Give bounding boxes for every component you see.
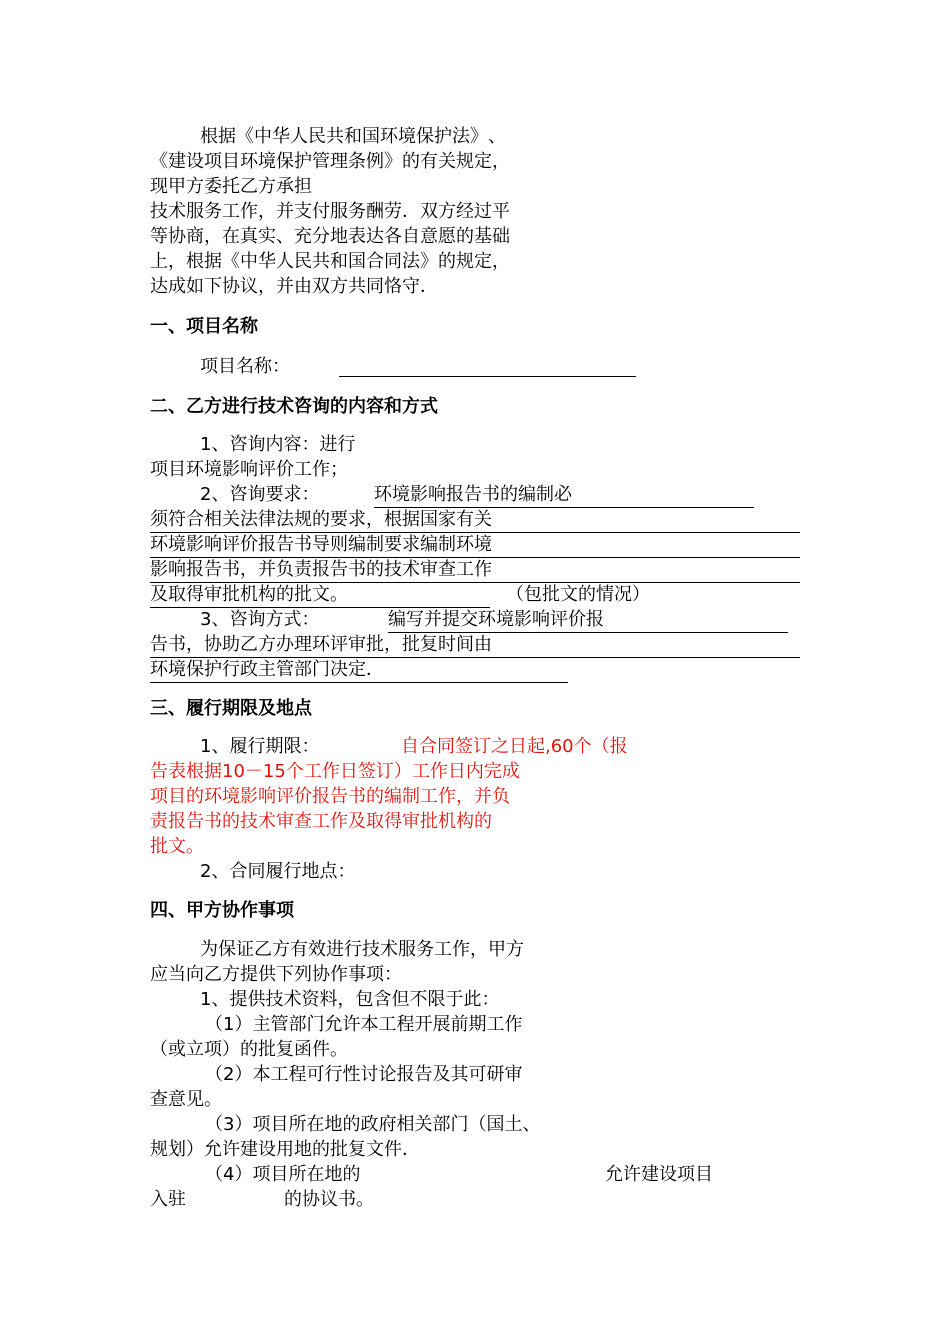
s3-item1-line2: 告表根据10－15个工作日签订）工作日内完成	[150, 761, 520, 782]
s2-item3-line2: 告书，协助乙方办理环评审批，批复时间由	[150, 632, 800, 657]
s4-sub2-line2: 查意见。	[150, 1089, 222, 1110]
s3-item1-line1: 1、履行期限： 自合同签订之日起,60个（报	[200, 736, 628, 757]
s3-item1-line5: 批文。	[150, 836, 204, 857]
preamble-line-1: 根据《中华人民共和国环境保护法》、	[200, 126, 506, 147]
s2-item3-line3: 环境保护行政主管部门决定．	[150, 657, 800, 682]
s4-sub1-line2: （或立项）的批复函件。	[150, 1039, 348, 1060]
s4-sub4-line1: （4）项目所在地的 允许建设项目	[205, 1164, 713, 1185]
s2-item2-line2: 须符合相关法律法规的要求，根据国家有关	[150, 507, 800, 532]
project-name-blank	[339, 356, 636, 377]
s2-item3-line1: 3、咨询方式： 编写并提交环境影响评价报	[200, 607, 800, 632]
s4-sub2-line1: （2）本工程可行性讨论报告及其可研审	[205, 1064, 523, 1085]
s4-sub3-line1: （3）项目所在地的政府相关部门（国土、	[205, 1114, 541, 1135]
preamble-line-2: 《建设项目环境保护管理条例》的有关规定，	[150, 151, 510, 172]
project-name-label: 项目名称：	[200, 356, 290, 377]
s2-item2-line1: 2、咨询要求： 环境影响报告书的编制必	[200, 482, 800, 507]
s4-intro-line1: 为保证乙方有效进行技术服务工作，甲方	[200, 939, 524, 960]
s2-item2-line4: 影响报告书，并负责报告书的技术审查工作	[150, 557, 800, 582]
s2-item2-line3: 环境影响评价报告书导则编制要求编制环境	[150, 532, 800, 557]
section-1-heading: 一、项目名称	[150, 316, 258, 337]
preamble-line-7: 达成如下协议，并由双方共同恪守．	[150, 276, 438, 297]
project-name-row	[200, 354, 800, 379]
s4-item1: 1、提供技术资料，包含但不限于此：	[200, 989, 500, 1010]
preamble-line-5: 等协商，在真实、充分地表达各自意愿的基础	[150, 226, 510, 247]
s3-item1-line4: 责报告书的技术审查工作及取得审批机构的	[150, 811, 492, 832]
s3-item2: 2、合同履行地点：	[200, 861, 356, 882]
preamble-line-4: 技术服务工作，并支付服务酬劳．双方经过平	[150, 201, 510, 222]
s4-intro-line2: 应当向乙方提供下列协作事项：	[150, 964, 402, 985]
section-2-heading: 二、乙方进行技术咨询的内容和方式	[150, 396, 438, 417]
s2-item2-line5: 及取得审批机构的批文。 （包批文的情况）	[150, 582, 800, 607]
s4-sub4-line2: 入驻 的协议书。	[150, 1189, 374, 1210]
s2-item1-line1: 1、咨询内容：进行	[200, 434, 356, 455]
s4-sub3-line2: 规划）允许建设用地的批复文件．	[150, 1139, 420, 1160]
s3-item1-line3: 项目的环境影响评价报告书的编制工作，并负	[150, 786, 510, 807]
s4-sub1-line1: （1）主管部门允许本工程开展前期工作	[205, 1014, 523, 1035]
preamble-line-6: 上，根据《中华人民共和国合同法》的规定，	[150, 251, 510, 272]
section-4-heading: 四、甲方协作事项	[150, 900, 294, 921]
s2-item1-line2: 项目环境影响评价工作；	[150, 459, 348, 480]
preamble-line-3: 现甲方委托乙方承担	[150, 176, 312, 197]
section-3-heading: 三、履行期限及地点	[150, 698, 312, 719]
